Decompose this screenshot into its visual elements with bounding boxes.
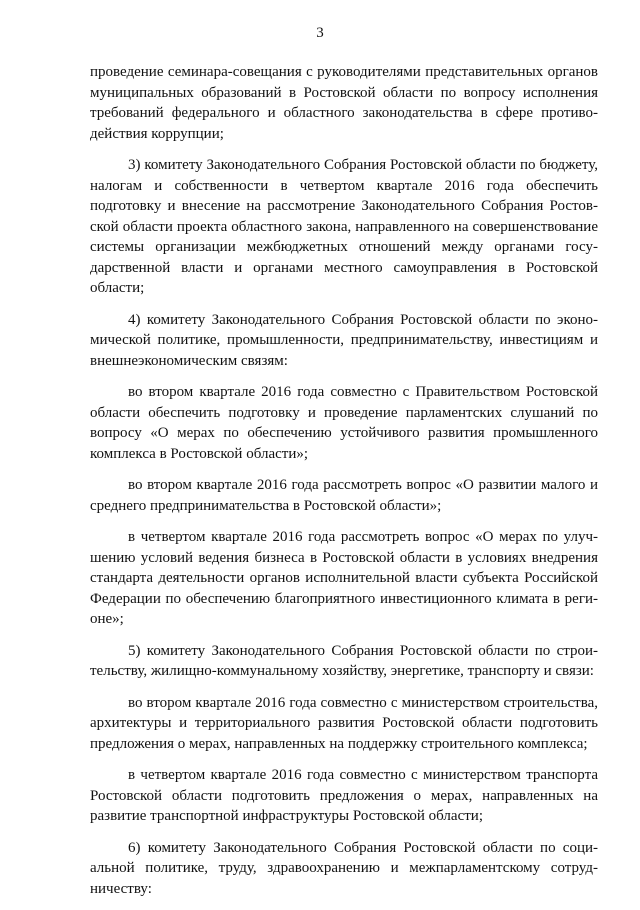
paragraph-parliamentary-hearings: во втором квартале 2016 года совместно с Правительством Ростовской области обеспечить подготовку и проведение парламентских слушаний по вопросу «О мерах по обеспечению устойчивого развития промышленного комплекса в Ростовской области»; — [90, 384, 598, 462]
paragraph-item-6-social-committee: 6) комитету Законодательного Собрания Ростовской области по социальной политике, труду, здравоохранению и межпарламентскому сотрудничеству: — [90, 839, 598, 897]
paragraph-transport-infrastructure: в четвертом квартале 2016 года совместно с министерством транспорта Ростовской области подготовить предложения о мерах, направленных на развитие транспортной инфраструктуры Ростовской области; — [90, 767, 598, 824]
paragraph-item-3-budget-committee: 3) комитету Законодательного Собрания Ростовской области по бюджету, налогам и собственности в четвертом квартале 2016 года обеспечить подготовку и внесение на рассмотрение Законодательного Собрания Ростовской области проекта областного закона, направленного на совершенствование системы организации межбюджетных отношений между органами государственной власти и органами местного самоуправления в Ростовской области; — [90, 157, 598, 296]
document-body — [90, 62, 598, 910]
paragraph-continuation: проведение семинара-совещания с руководителями представительных органов муниципальных образований в Ростовской области по вопросу исполнения требований федерального и областного законодательства в сфере противодействия коррупции; — [90, 64, 598, 142]
paragraph-item-4-economic-committee: 4) комитету Законодательного Собрания Ростовской области по экономической политике, промышленности, предпринимательству, инвестициям и внешнеэкономическим связям: — [90, 311, 598, 369]
paragraph-business-conditions: в четвертом квартале 2016 года рассмотреть вопрос «О мерах по улучшению условий ведения бизнеса в Ростовской области в условиях внедрения стандарта деятельности органов исполнительной власти субъекта Российской Федерации по обеспечению благоприятного инвестиционного климата в регионе»; — [90, 529, 598, 627]
paragraph-construction-support: во втором квартале 2016 года совместно с министерством строительства, архитектуры и территориального развития Ростовской области подготовить предложения о мерах, направленных на поддержку строительного комплекса; — [90, 694, 598, 752]
page-number: 3 — [316, 25, 324, 41]
paragraph-item-5-construction-committee: 5) комитету Законодательного Собрания Ростовской области по строительству, жилищно-коммунальному хозяйству, энергетике, транспорту и связи: — [90, 642, 598, 679]
paragraph-small-business: во втором квартале 2016 года рассмотреть вопрос «О развитии малого и среднего предпринимательства в Ростовской области»; — [90, 477, 598, 514]
